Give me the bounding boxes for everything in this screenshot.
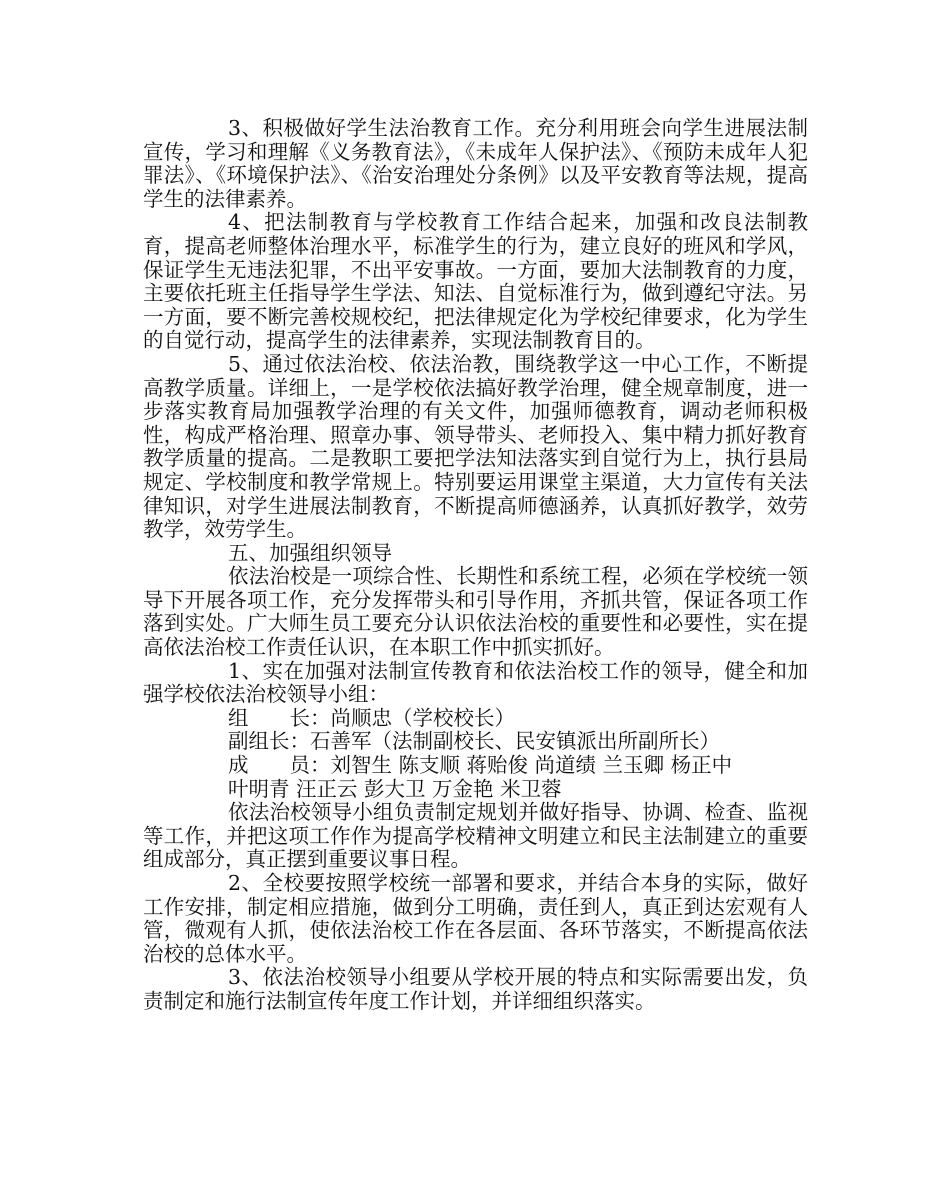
members-line-1: 成 员：刘智生 陈支顺 蒋贻俊 尚道绩 兰玉卿 杨正中 (228, 753, 733, 778)
members-line-2: 叶明青 汪正云 彭大卫 万金艳 米卫蓉 (228, 776, 562, 801)
document-page (143, 117, 808, 1014)
paragraph-school-deployment: 2、全校要按照学校统一部署和要求，并结合本身的实际，做好工作安排，制定相应措施，做到分工明确，责任到人，真正到达宏观有人管，微观有人抓，使依法治校工作在各层面、各环节落实，不断提高依法治校的总体水平。 (143, 871, 808, 966)
paragraph-combine-education: 4、把法制教育与学校教育工作结合起来，加强和改良法制教育，提高老师整体治理水平，标准学生的行为，建立良好的班风和学风，保证学生无违法犯罪，不出平安事故。一方面，要加大法制教育的力度，主要依托班主任指导学生学法、知法、自觉标准行为，做到遵纪守法。另一方面，要不断完善校规校纪，把法律规定化为学校纪律要求，化为学生的自觉行动，提高学生的法律素养，实现法制教育目的。 (143, 210, 808, 353)
paragraph-unified-leadership: 依法治校是一项综合性、长期性和系统工程，必须在学校统一领导下开展各项工作，充分发挥带头和引导作用，齐抓共管，保证各项工作落到实处。广大师生员工要充分认识依法治校的重要性和必要性，实在提高依法治校工作责任认识，在本职工作中抓实抓好。 (143, 564, 808, 660)
deputy-leader-line: 副组长：石善军（法制副校长、民安镇派出所副所长） (228, 729, 720, 754)
section-heading-leadership: 五、加强组织领导 (228, 540, 392, 565)
paragraph-annual-plan: 3、依法治校领导小组要从学校开展的特点和实际需要出发，负责制定和施行法制宣传年度工作计划，并详细组织落实。 (143, 965, 808, 1013)
group-leader-line: 组 长：尚顺忠（学校校长） (228, 705, 515, 730)
paragraph-teaching-quality: 5、通过依法治校、依法治教，围绕教学这一中心工作，不断提高教学质量。详细上，一是学校依法搞好教学治理，健全规章制度，进一步落实教育局加强教学治理的有关文件，加强师德教育，调动老师积极性，构成严格治理、照章办事、领导带头、老师投入、集中精力抓好教育教学质量的提高。二是教职工要把学法知法落实到自觉行为上，执行县局规定、学校制度和教学常规上。特别要运用课堂主渠道，大力宣传有关法律知识，对学生进展法制教育，不断提高师德涵养，认真抓好教学，效劳教学，效劳学生。 (143, 351, 808, 542)
paragraph-leadership-group: 1、实在加强对法制宣传教育和依法治校工作的领导，健全和加强学校依法治校领导小组： (143, 658, 808, 707)
paragraph-group-responsibility: 依法治校领导小组负责制定规划并做好指导、协调、检查、监视等工作，并把这项工作作为提高学校精神文明建立和民主法制建立的重要组成部分，真正摆到重要议事日程。 (143, 800, 808, 872)
paragraph-legal-education: 3、积极做好学生法治教育工作。充分利用班会向学生进展法制宣传，学习和理解《义务教育法》，《未成年人保护法》、《预防未成年人犯罪法》、《环境保护法》、《治安治理处分条例》以及平安教育等法规，提高学生的法律素养。 (143, 116, 808, 211)
